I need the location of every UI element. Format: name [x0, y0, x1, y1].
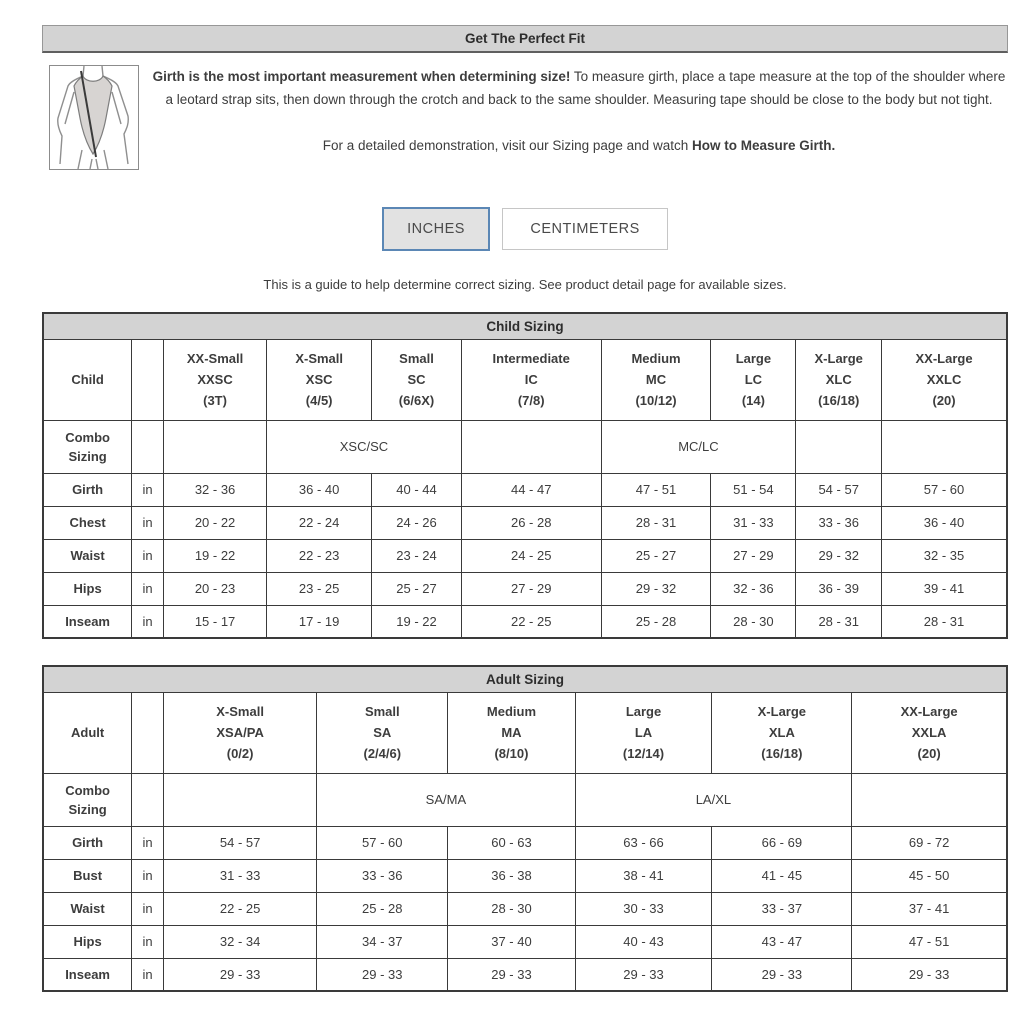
- adult-girth-value-1: 57 - 60: [317, 826, 448, 859]
- adult-col-header-0: [163, 692, 316, 773]
- child-chest-value-2: 24 - 26: [372, 506, 462, 539]
- inches-button[interactable]: INCHES: [382, 207, 490, 251]
- child-row-header: Child: [43, 339, 132, 420]
- adult-inseam-value-1: 29 - 33: [317, 958, 448, 991]
- centimeters-button[interactable]: CENTIMETERS: [502, 208, 667, 250]
- adult-table-title-row: [43, 666, 1007, 692]
- child-sizing-table-section: [42, 312, 1008, 639]
- adult-unit-header-cell: [132, 692, 164, 773]
- adult-col-5-name: XX-Large: [900, 704, 958, 719]
- adult-bust-label: Bust: [43, 859, 132, 892]
- perfect-fit-header: [42, 25, 1008, 53]
- adult-inseam-value-0: 29 - 33: [163, 958, 316, 991]
- adult-col-1-name: Small: [364, 704, 400, 719]
- page-content: [42, 25, 1008, 992]
- adult-col-2-sizes: (8/10): [494, 746, 529, 761]
- child-col-0-code: XXSC: [197, 372, 233, 387]
- child-table-title-row: [43, 313, 1007, 339]
- child-col-header-3: [461, 339, 601, 420]
- child-combo-row: [43, 420, 1007, 473]
- child-chest-value-4: 28 - 31: [601, 506, 711, 539]
- child-table-title: Child Sizing: [43, 313, 1007, 339]
- child-chest-value-6: 33 - 36: [796, 506, 882, 539]
- child-hips-value-0: 20 - 23: [163, 572, 266, 605]
- adult-waist-value-1: 25 - 28: [317, 892, 448, 925]
- adult-col-4-code: XLA: [768, 725, 795, 740]
- adult-waist-unit: in: [132, 892, 164, 925]
- adult-row-waist: [43, 892, 1007, 925]
- child-combo-cell-3: MC/LC: [601, 420, 796, 473]
- child-col-1-code: XSC: [305, 372, 333, 387]
- child-girth-unit: in: [132, 473, 164, 506]
- adult-col-0-code: XSA/PA: [216, 725, 264, 740]
- child-combo-cell-1: XSC/SC: [267, 420, 462, 473]
- adult-hips-value-0: 32 - 34: [163, 925, 316, 958]
- adult-girth-value-0: 54 - 57: [163, 826, 316, 859]
- adult-table-header-row: [43, 692, 1007, 773]
- child-col-7-name: XX-Large: [915, 351, 973, 366]
- child-col-3-name: Intermediate: [492, 351, 570, 366]
- child-row-waist: [43, 539, 1007, 572]
- child-waist-value-0: 19 - 22: [163, 539, 266, 572]
- adult-row-header: Adult: [43, 692, 132, 773]
- girth-instruction-bold: Girth is the most important measurement when determining size!: [152, 69, 571, 84]
- adult-bust-unit: in: [132, 859, 164, 892]
- child-col-2-name: Small: [399, 351, 434, 366]
- child-col-6-name: X-Large: [814, 351, 863, 366]
- child-waist-unit: in: [132, 539, 164, 572]
- adult-hips-label: Hips: [43, 925, 132, 958]
- child-combo-cell-5: [882, 420, 1007, 473]
- child-col-4-code: MC: [645, 372, 667, 387]
- child-combo-cell-4: [796, 420, 882, 473]
- child-col-6-code: XLC: [825, 372, 852, 387]
- adult-col-4-sizes: (16/18): [761, 746, 803, 761]
- child-inseam-unit: in: [132, 605, 164, 638]
- adult-bust-value-4: 41 - 45: [712, 859, 852, 892]
- child-row-inseam: [43, 605, 1007, 638]
- adult-sizing-table-section: [42, 665, 1008, 992]
- child-hips-label: Hips: [43, 572, 132, 605]
- child-col-0-name: XX-Small: [186, 351, 244, 366]
- adult-combo-row: [43, 773, 1007, 826]
- adult-waist-value-3: 30 - 33: [575, 892, 712, 925]
- child-combo-unit-cell: [132, 420, 164, 473]
- adult-girth-value-2: 60 - 63: [448, 826, 575, 859]
- child-col-7-sizes: (20): [932, 393, 956, 408]
- child-girth-value-2: 40 - 44: [372, 473, 462, 506]
- child-col-header-5: [711, 339, 796, 420]
- child-col-6-sizes: (16/18): [818, 393, 860, 408]
- child-waist-label: Waist: [43, 539, 132, 572]
- child-col-5-name: Large: [735, 351, 772, 366]
- adult-hips-value-1: 34 - 37: [317, 925, 448, 958]
- child-row-chest: [43, 506, 1007, 539]
- adult-inseam-value-5: 29 - 33: [852, 958, 1007, 991]
- adult-hips-unit: in: [132, 925, 164, 958]
- adult-combo-unit-cell: [132, 773, 164, 826]
- adult-hips-value-2: 37 - 40: [448, 925, 575, 958]
- child-girth-value-5: 51 - 54: [711, 473, 796, 506]
- adult-girth-value-4: 66 - 69: [712, 826, 852, 859]
- adult-sizing-table: [42, 665, 1008, 992]
- child-col-3-code: IC: [524, 372, 538, 387]
- child-col-0-sizes: (3T): [203, 393, 227, 408]
- demo-line-bold: How to Measure Girth.: [691, 138, 836, 153]
- child-chest-value-5: 31 - 33: [711, 506, 796, 539]
- intro-text-column: [150, 65, 1008, 153]
- girth-illustration-box: [49, 65, 139, 170]
- adult-girth-label: Girth: [43, 826, 132, 859]
- adult-col-0-name: X-Small: [216, 704, 264, 719]
- adult-row-bust: [43, 859, 1007, 892]
- child-waist-value-3: 24 - 25: [461, 539, 601, 572]
- child-inseam-value-3: 22 - 25: [461, 605, 601, 638]
- adult-combo-cell-3: [852, 773, 1007, 826]
- adult-col-3-code: LA: [634, 725, 653, 740]
- child-col-header-6: [796, 339, 882, 420]
- girth-instruction-text: [150, 65, 1008, 111]
- child-girth-label: Girth: [43, 473, 132, 506]
- adult-waist-value-5: 37 - 41: [852, 892, 1007, 925]
- child-hips-value-6: 36 - 39: [796, 572, 882, 605]
- child-girth-value-7: 57 - 60: [882, 473, 1007, 506]
- sizing-guide-note: This is a guide to help determine correct sizing. See product detail page for available sizes.: [263, 277, 787, 292]
- child-girth-value-0: 32 - 36: [163, 473, 266, 506]
- leotard-figure-illustration: [50, 66, 138, 169]
- child-col-5-code: LC: [744, 372, 763, 387]
- adult-waist-value-0: 22 - 25: [163, 892, 316, 925]
- adult-inseam-label: Inseam: [43, 958, 132, 991]
- child-col-1-name: X-Small: [295, 351, 343, 366]
- adult-col-3-name: Large: [625, 704, 662, 719]
- child-waist-value-2: 23 - 24: [372, 539, 462, 572]
- child-inseam-value-7: 28 - 31: [882, 605, 1007, 638]
- adult-hips-value-5: 47 - 51: [852, 925, 1007, 958]
- adult-col-1-code: SA: [373, 725, 392, 740]
- child-hips-unit: in: [132, 572, 164, 605]
- child-hips-value-1: 23 - 25: [267, 572, 372, 605]
- child-col-7-code: XXLC: [926, 372, 962, 387]
- girth-instruction-body: To measure girth, place a tape measure at the top of the shoulder where a leotard strap sits, then down through the crotch and back to the same shoulder. Measuring tape should be close to the body but not tight.: [165, 69, 1006, 107]
- child-chest-value-0: 20 - 22: [163, 506, 266, 539]
- adult-girth-value-3: 63 - 66: [575, 826, 712, 859]
- adult-bust-value-0: 31 - 33: [163, 859, 316, 892]
- child-col-2-code: SC: [407, 372, 426, 387]
- adult-col-1-sizes: (2/4/6): [363, 746, 402, 761]
- adult-combo-cell-2: LA/XL: [575, 773, 852, 826]
- adult-col-2-code: MA: [501, 725, 522, 740]
- adult-col-header-4: [712, 692, 852, 773]
- adult-combo-cell-1: SA/MA: [317, 773, 575, 826]
- child-waist-value-1: 22 - 23: [267, 539, 372, 572]
- child-col-header-4: [601, 339, 711, 420]
- adult-waist-value-4: 33 - 37: [712, 892, 852, 925]
- intro-section: [42, 65, 1008, 170]
- child-inseam-value-0: 15 - 17: [163, 605, 266, 638]
- child-chest-unit: in: [132, 506, 164, 539]
- child-combo-label: Combo Sizing: [43, 420, 132, 473]
- child-inseam-label: Inseam: [43, 605, 132, 638]
- child-hips-value-2: 25 - 27: [372, 572, 462, 605]
- child-hips-value-4: 29 - 32: [601, 572, 711, 605]
- adult-girth-unit: in: [132, 826, 164, 859]
- adult-bust-value-1: 33 - 36: [317, 859, 448, 892]
- adult-col-5-sizes: (20): [917, 746, 941, 761]
- child-col-1-sizes: (4/5): [305, 393, 333, 408]
- child-girth-value-4: 47 - 51: [601, 473, 711, 506]
- adult-girth-value-5: 69 - 72: [852, 826, 1007, 859]
- child-inseam-value-1: 17 - 19: [267, 605, 372, 638]
- adult-row-girth: [43, 826, 1007, 859]
- adult-waist-value-2: 28 - 30: [448, 892, 575, 925]
- child-combo-cell-0: [163, 420, 266, 473]
- child-col-2-sizes: (6/6X): [398, 393, 435, 408]
- adult-col-header-1: [317, 692, 448, 773]
- child-col-3-sizes: (7/8): [517, 393, 545, 408]
- child-waist-value-5: 27 - 29: [711, 539, 796, 572]
- child-row-hips: [43, 572, 1007, 605]
- adult-col-header-5: [852, 692, 1007, 773]
- child-combo-cell-2: [461, 420, 601, 473]
- adult-col-2-name: Medium: [486, 704, 537, 719]
- adult-col-5-code: XXLA: [911, 725, 947, 740]
- adult-hips-value-4: 43 - 47: [712, 925, 852, 958]
- child-table-header-row: [43, 339, 1007, 420]
- adult-inseam-value-3: 29 - 33: [575, 958, 712, 991]
- child-chest-value-7: 36 - 40: [882, 506, 1007, 539]
- adult-inseam-unit: in: [132, 958, 164, 991]
- child-girth-value-6: 54 - 57: [796, 473, 882, 506]
- adult-hips-value-3: 40 - 43: [575, 925, 712, 958]
- adult-col-3-sizes: (12/14): [622, 746, 665, 761]
- child-col-header-7: [882, 339, 1007, 420]
- adult-bust-value-2: 36 - 38: [448, 859, 575, 892]
- child-col-5-sizes: (14): [741, 393, 765, 408]
- child-chest-value-1: 22 - 24: [267, 506, 372, 539]
- child-hips-value-3: 27 - 29: [461, 572, 601, 605]
- child-girth-value-3: 44 - 47: [461, 473, 601, 506]
- adult-table-title: Adult Sizing: [43, 666, 1007, 692]
- child-hips-value-5: 32 - 36: [711, 572, 796, 605]
- demo-line-prefix: For a detailed demonstration, visit our Sizing page and watch: [322, 138, 692, 153]
- child-inseam-value-4: 25 - 28: [601, 605, 711, 638]
- child-col-header-1: [267, 339, 372, 420]
- child-col-4-sizes: (10/12): [635, 393, 677, 408]
- child-inseam-value-6: 28 - 31: [796, 605, 882, 638]
- child-chest-value-3: 26 - 28: [461, 506, 601, 539]
- child-hips-value-7: 39 - 41: [882, 572, 1007, 605]
- adult-bust-value-3: 38 - 41: [575, 859, 712, 892]
- demo-instruction-line: [150, 138, 1008, 153]
- child-inseam-value-5: 28 - 30: [711, 605, 796, 638]
- adult-col-4-name: X-Large: [757, 704, 807, 719]
- child-girth-value-1: 36 - 40: [267, 473, 372, 506]
- adult-col-header-3: [575, 692, 712, 773]
- adult-col-header-2: [448, 692, 575, 773]
- child-unit-header-cell: [132, 339, 164, 420]
- child-waist-value-7: 32 - 35: [882, 539, 1007, 572]
- child-inseam-value-2: 19 - 22: [372, 605, 462, 638]
- child-waist-value-6: 29 - 32: [796, 539, 882, 572]
- child-chest-label: Chest: [43, 506, 132, 539]
- perfect-fit-title: Get The Perfect Fit: [464, 31, 586, 46]
- child-waist-value-4: 25 - 27: [601, 539, 711, 572]
- child-row-girth: [43, 473, 1007, 506]
- adult-combo-cell-0: [163, 773, 316, 826]
- adult-inseam-value-2: 29 - 33: [448, 958, 575, 991]
- child-col-header-2: [372, 339, 462, 420]
- unit-toggle: [42, 207, 1008, 251]
- adult-inseam-value-4: 29 - 33: [712, 958, 852, 991]
- child-sizing-table: [42, 312, 1008, 639]
- adult-col-0-sizes: (0/2): [226, 746, 254, 761]
- adult-combo-label: Combo Sizing: [43, 773, 132, 826]
- adult-row-inseam: [43, 958, 1007, 991]
- child-col-header-0: [163, 339, 266, 420]
- adult-bust-value-5: 45 - 50: [852, 859, 1007, 892]
- child-col-4-name: Medium: [631, 351, 681, 366]
- adult-waist-label: Waist: [43, 892, 132, 925]
- adult-row-hips: [43, 925, 1007, 958]
